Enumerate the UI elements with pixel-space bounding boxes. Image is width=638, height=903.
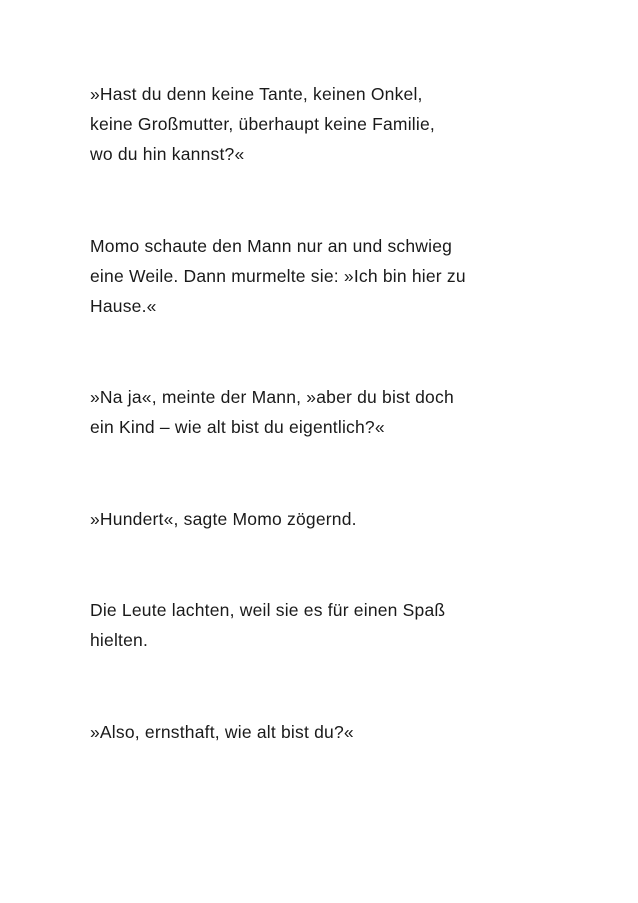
text-line: Die Leute lachten, weil sie es für einen Spaß bbox=[90, 600, 446, 620]
text-line: eine Weile. Dann murmelte sie: »Ich bin hier zu bbox=[90, 266, 466, 286]
text-line: wo du hin kannst?« bbox=[90, 144, 245, 164]
paragraph-4 bbox=[90, 504, 560, 534]
text-line: »Na ja«, meinte der Mann, »aber du bist doch bbox=[90, 387, 454, 407]
text-line: »Hundert«, sagte Momo zögernd. bbox=[90, 509, 357, 529]
text-line: »Also, ernsthaft, wie alt bist du?« bbox=[90, 722, 354, 742]
text-line: ein Kind – wie alt bist du eigentlich?« bbox=[90, 417, 385, 437]
paragraph-1 bbox=[90, 79, 560, 169]
text-line: »Hast du denn keine Tante, keinen Onkel, bbox=[90, 84, 423, 104]
text-line: hielten. bbox=[90, 630, 149, 650]
paragraph-5 bbox=[90, 595, 560, 655]
text-line: keine Großmutter, überhaupt keine Familie, bbox=[90, 114, 435, 134]
text-line: Hause.« bbox=[90, 296, 157, 316]
paragraph-2 bbox=[90, 231, 560, 321]
paragraph-3 bbox=[90, 382, 560, 442]
text-line: Momo schaute den Mann nur an und schwieg bbox=[90, 236, 453, 256]
paragraph-6 bbox=[90, 717, 560, 747]
